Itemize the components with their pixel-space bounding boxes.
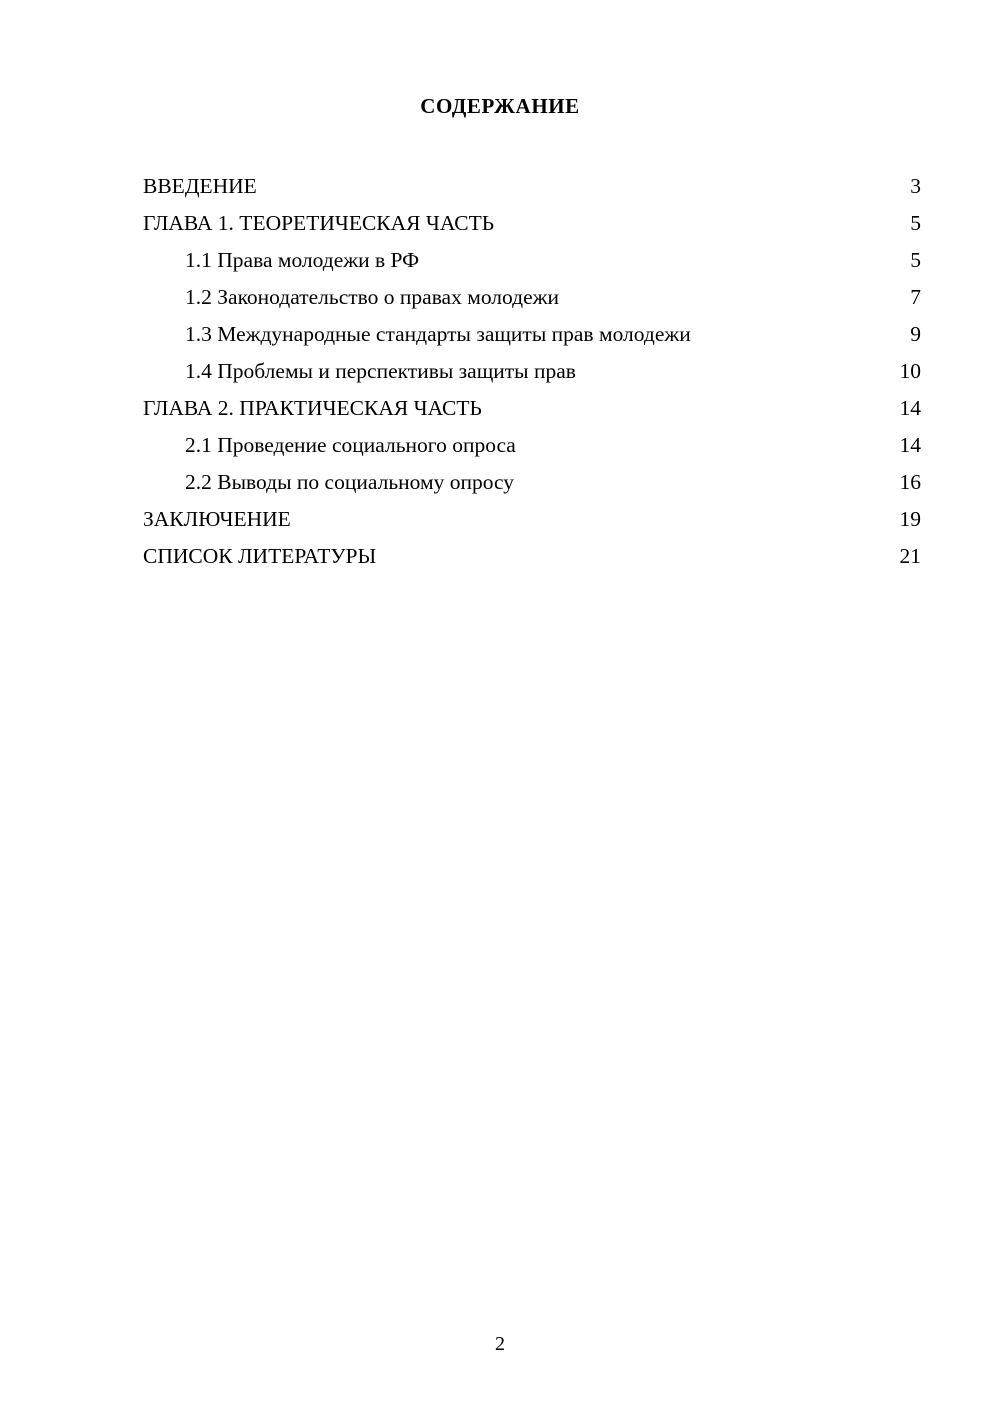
toc-entry[interactable] bbox=[143, 316, 921, 353]
toc-entry[interactable] bbox=[143, 390, 921, 427]
toc-entry[interactable] bbox=[143, 353, 921, 390]
toc-entry-label: 2.1 Проведение социального опроса bbox=[185, 433, 516, 457]
toc-entry[interactable] bbox=[143, 427, 921, 464]
toc-entry[interactable] bbox=[143, 242, 921, 279]
toc-entry-page-number: 14 bbox=[899, 433, 921, 457]
toc-entry-label: СПИСОК ЛИТЕРАТУРЫ bbox=[143, 544, 377, 568]
toc-entry-label: ГЛАВА 1. ТЕОРЕТИЧЕСКАЯ ЧАСТЬ bbox=[143, 211, 495, 235]
toc-entry-page-number: 7 bbox=[910, 285, 921, 309]
toc-entry-label: 1.4 Проблемы и перспективы защиты прав bbox=[185, 359, 576, 383]
toc-entry-label: 1.3 Международные стандарты защиты прав молодежи bbox=[185, 322, 691, 346]
toc-entry-page-number: 3 bbox=[910, 174, 921, 198]
toc-entry-label: ГЛАВА 2. ПРАКТИЧЕСКАЯ ЧАСТЬ bbox=[143, 396, 482, 420]
toc-entry-label: 1.2 Законодательство о правах молодежи bbox=[185, 285, 560, 309]
toc-entry-label: ЗАКЛЮЧЕНИЕ bbox=[143, 507, 291, 531]
toc-entry-page-number: 19 bbox=[899, 507, 921, 531]
toc-entry-page-number: 16 bbox=[899, 470, 921, 494]
toc-entry[interactable] bbox=[143, 538, 921, 575]
toc-entry[interactable] bbox=[143, 168, 921, 205]
table-of-contents bbox=[143, 168, 921, 575]
toc-entry[interactable] bbox=[143, 464, 921, 501]
toc-entry-label: 1.1 Права молодежи в РФ bbox=[185, 248, 420, 272]
toc-entry-page-number: 10 bbox=[899, 359, 921, 383]
toc-entry[interactable] bbox=[143, 205, 921, 242]
toc-entry-page-number: 5 bbox=[910, 211, 921, 235]
toc-entry-label: 2.2 Выводы по социальному опросу bbox=[185, 470, 515, 494]
toc-entry-page-number: 9 bbox=[910, 322, 921, 346]
toc-entry-page-number: 21 bbox=[899, 544, 921, 568]
toc-entry-page-number: 5 bbox=[910, 248, 921, 272]
footer-page-number: 2 bbox=[495, 1333, 505, 1355]
toc-entry-label: ВВЕДЕНИЕ bbox=[143, 174, 257, 198]
toc-entry[interactable] bbox=[143, 279, 921, 316]
toc-entry[interactable] bbox=[143, 501, 921, 538]
toc-entry-page-number: 14 bbox=[899, 396, 921, 420]
page-title: СОДЕРЖАНИЕ bbox=[420, 94, 580, 118]
